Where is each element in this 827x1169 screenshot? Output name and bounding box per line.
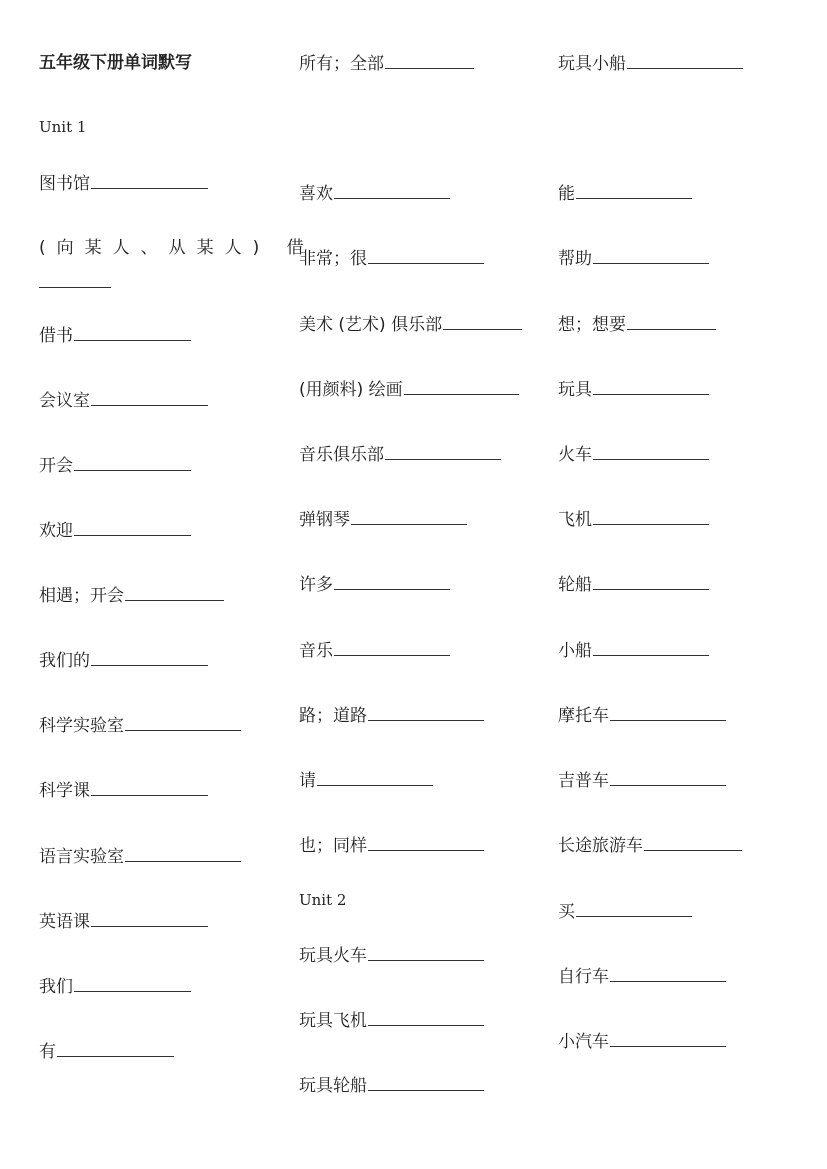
entry-prompt: 图书馆	[39, 174, 90, 194]
entry-prompt: 路；道路	[299, 706, 367, 726]
vocab-entry	[39, 649, 208, 672]
entry-prompt: 长途旅游车	[558, 836, 643, 856]
answer-blank[interactable]	[334, 573, 450, 590]
answer-blank[interactable]	[317, 769, 433, 786]
answer-blank[interactable]	[593, 247, 709, 264]
vocab-entry	[299, 944, 484, 967]
entry-prompt: (用颜料) 绘画	[299, 380, 403, 400]
entry-prompt: 语言实验室	[39, 847, 124, 867]
answer-blank[interactable]	[125, 714, 241, 731]
entry-prompt: 相遇；开会	[39, 586, 124, 606]
vocab-entry	[558, 1030, 726, 1053]
entry-prompt: 音乐	[299, 641, 333, 661]
answer-blank[interactable]	[644, 834, 742, 851]
entry-prompt: 飞机	[558, 510, 592, 530]
answer-blank[interactable]	[368, 247, 484, 264]
vocab-entry	[299, 247, 484, 270]
answer-blank[interactable]	[91, 910, 208, 927]
vocab-entry	[299, 1074, 484, 1097]
entry-prompt: 玩具轮船	[299, 1076, 367, 1096]
answer-blank[interactable]	[593, 639, 709, 656]
vocab-entry	[39, 1040, 174, 1063]
answer-blank[interactable]	[74, 324, 191, 341]
entry-prompt: 我们的	[39, 651, 90, 671]
answer-blank[interactable]	[91, 172, 208, 189]
answer-blank[interactable]	[91, 389, 208, 406]
worksheet-title: 五年级下册单词默写	[39, 53, 192, 73]
entry-prompt: 想；想要	[558, 315, 626, 335]
entry-prompt: 我们	[39, 977, 73, 997]
entry-prompt: 自行车	[558, 967, 609, 987]
answer-blank[interactable]	[576, 900, 692, 917]
entry-prompt: 摩托车	[558, 706, 609, 726]
answer-blank[interactable]	[385, 52, 474, 69]
vocab-entry	[299, 508, 467, 531]
vocab-entry	[39, 519, 191, 542]
answer-blank[interactable]	[627, 313, 716, 330]
answer-blank[interactable]	[125, 845, 241, 862]
answer-blank[interactable]	[593, 573, 709, 590]
entry-prompt: 美术 (艺术) 俱乐部	[299, 315, 443, 335]
vocab-entry	[299, 378, 519, 401]
vocab-entry	[558, 313, 716, 336]
answer-blank[interactable]	[351, 508, 467, 525]
vocab-entry	[558, 182, 692, 205]
answer-blank[interactable]	[610, 1030, 726, 1047]
vocab-entry	[299, 573, 450, 596]
unit-2-heading: Unit 2	[299, 891, 347, 909]
entry-prompt: 科学课	[39, 781, 90, 801]
entry-prompt: (向某人、从某人) 借	[39, 238, 315, 258]
answer-blank[interactable]	[610, 704, 726, 721]
vocab-entry	[299, 834, 484, 857]
answer-blank[interactable]	[368, 944, 484, 961]
vocab-entry	[558, 704, 726, 727]
vocab-entry	[558, 508, 709, 531]
vocab-entry	[299, 313, 522, 336]
vocab-entry	[39, 584, 224, 607]
entry-prompt: 科学实验室	[39, 716, 124, 736]
entry-prompt: 吉普车	[558, 771, 609, 791]
unit-1-heading: Unit 1	[39, 118, 87, 136]
answer-blank[interactable]	[39, 286, 111, 288]
entry-prompt: 玩具小船	[558, 54, 626, 74]
answer-blank[interactable]	[57, 1040, 174, 1057]
entry-prompt: 英语课	[39, 912, 90, 932]
answer-blank[interactable]	[74, 454, 191, 471]
vocab-entry	[39, 324, 191, 347]
entry-prompt: 买	[558, 902, 575, 922]
entry-prompt: 许多	[299, 575, 333, 595]
entry-prompt: 玩具	[558, 380, 592, 400]
vocab-entry	[39, 975, 191, 998]
entry-prompt: 弹钢琴	[299, 510, 350, 530]
answer-blank[interactable]	[368, 1009, 484, 1026]
vocab-entry	[558, 573, 709, 596]
entry-prompt: 轮船	[558, 575, 592, 595]
entry-prompt: 所有；全部	[299, 54, 384, 74]
vocab-entry	[299, 769, 433, 792]
entry-prompt: 会议室	[39, 391, 90, 411]
entry-prompt: 小船	[558, 641, 592, 661]
answer-blank[interactable]	[125, 584, 224, 601]
answer-blank[interactable]	[74, 975, 191, 992]
answer-blank[interactable]	[91, 779, 208, 796]
answer-blank[interactable]	[593, 378, 709, 395]
vocab-entry	[39, 389, 208, 412]
answer-blank[interactable]	[443, 313, 522, 330]
vocab-entry	[299, 443, 501, 466]
entry-prompt: 小汽车	[558, 1032, 609, 1052]
entry-prompt: 能	[558, 184, 575, 204]
vocab-entry	[39, 714, 241, 737]
answer-blank[interactable]	[610, 769, 726, 786]
vocab-entry	[299, 52, 474, 75]
entry-prompt: 玩具火车	[299, 946, 367, 966]
vocab-entry	[558, 834, 742, 857]
answer-blank[interactable]	[610, 965, 726, 982]
vocab-entry	[299, 182, 450, 205]
answer-blank[interactable]	[74, 519, 191, 536]
vocab-entry	[39, 910, 208, 933]
vocab-entry	[558, 52, 743, 75]
vocab-entry	[299, 704, 484, 727]
entry-prompt: 帮助	[558, 249, 592, 269]
vocab-entry	[299, 1009, 484, 1032]
answer-blank[interactable]	[385, 443, 501, 460]
answer-blank[interactable]	[593, 443, 709, 460]
entry-prompt: 借书	[39, 326, 73, 346]
answer-blank[interactable]	[368, 1074, 484, 1091]
entry-prompt: 请	[299, 771, 316, 791]
vocab-entry	[558, 378, 709, 401]
answer-blank[interactable]	[334, 639, 450, 656]
vocab-entry	[558, 443, 709, 466]
vocab-entry	[558, 769, 726, 792]
vocab-entry	[558, 247, 709, 270]
answer-blank[interactable]	[368, 834, 484, 851]
answer-blank[interactable]	[404, 378, 519, 395]
vocab-entry	[558, 639, 709, 662]
entry-prompt: 欢迎	[39, 521, 73, 541]
vocab-entry	[39, 172, 208, 195]
entry-prompt: 也；同样	[299, 836, 367, 856]
vocab-entry	[39, 779, 208, 802]
vocab-entry	[39, 454, 191, 477]
entry-prompt: 有	[39, 1042, 56, 1062]
answer-blank[interactable]	[334, 182, 450, 199]
vocab-entry	[39, 845, 241, 868]
entry-prompt: 非常；很	[299, 249, 367, 269]
answer-blank[interactable]	[627, 52, 743, 69]
entry-prompt: 火车	[558, 445, 592, 465]
entry-prompt: 喜欢	[299, 184, 333, 204]
entry-prompt: 开会	[39, 456, 73, 476]
answer-blank[interactable]	[91, 649, 208, 666]
answer-blank[interactable]	[593, 508, 709, 525]
entry-prompt: 玩具飞机	[299, 1011, 367, 1031]
answer-blank[interactable]	[576, 182, 692, 199]
vocab-entry	[299, 639, 450, 662]
entry-prompt: 音乐俱乐部	[299, 445, 384, 465]
vocab-entry	[558, 900, 692, 923]
vocab-entry	[558, 965, 726, 988]
answer-blank[interactable]	[368, 704, 484, 721]
vocab-entry	[39, 237, 315, 259]
